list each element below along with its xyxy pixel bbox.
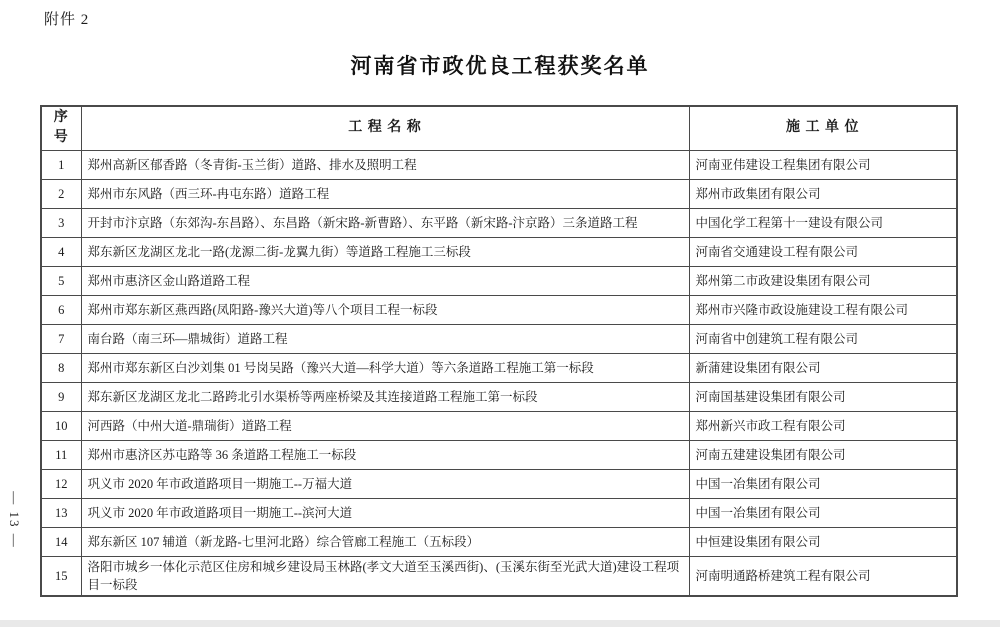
row-number-cell: 3 <box>41 208 81 237</box>
company-cell: 河南省交通建设工程有限公司 <box>689 237 957 266</box>
table-row <box>41 382 957 411</box>
col-header-project: 工 程 名 称 <box>81 106 689 150</box>
attachment-label: 附件 2 <box>44 12 90 28</box>
table-row <box>41 237 957 266</box>
row-number-cell: 9 <box>41 382 81 411</box>
company-cell: 郑州市兴隆市政设施建设工程有限公司 <box>689 295 957 324</box>
project-name-cell: 郑东新区龙湖区龙北一路(龙源二街-龙翼九街）等道路工程施工三标段 <box>81 237 689 266</box>
row-number-cell: 12 <box>41 469 81 498</box>
project-name-cell: 郑州市东风路（西三环-冉屯东路）道路工程 <box>81 179 689 208</box>
row-number-cell: 11 <box>41 440 81 469</box>
table-row <box>41 208 957 237</box>
company-cell: 新蒲建设集团有限公司 <box>689 353 957 382</box>
table-row <box>41 266 957 295</box>
row-number-cell: 7 <box>41 324 81 353</box>
project-name-cell: 郑东新区龙湖区龙北二路跨北引水渠桥等两座桥梁及其连接道路工程施工第一标段 <box>81 382 689 411</box>
table-row <box>41 440 957 469</box>
project-name-cell: 郑州市惠济区金山路道路工程 <box>81 266 689 295</box>
row-number-cell: 8 <box>41 353 81 382</box>
table-row <box>41 498 957 527</box>
company-cell: 郑州市政集团有限公司 <box>689 179 957 208</box>
project-name-cell: 郑州市郑东新区燕西路(凤阳路-豫兴大道)等八个项目工程一标段 <box>81 295 689 324</box>
company-cell: 河南省中创建筑工程有限公司 <box>689 324 957 353</box>
table-row <box>41 527 957 556</box>
company-cell: 中国化学工程第十一建设有限公司 <box>689 208 957 237</box>
table-header-row <box>41 106 957 150</box>
table-row <box>41 353 957 382</box>
project-name-cell: 郑州市惠济区苏屯路等 36 条道路工程施工一标段 <box>81 440 689 469</box>
project-name-cell: 巩义市 2020 年市政道路项目一期施工--万福大道 <box>81 469 689 498</box>
project-name-cell: 洛阳市城乡一体化示范区住房和城乡建设局玉林路(孝文大道至玉溪西街)、(玉溪东街至光武大道)建设工程项目一标段 <box>81 556 689 596</box>
company-cell: 中国一冶集团有限公司 <box>689 498 957 527</box>
table-row <box>41 556 957 596</box>
row-number-cell: 1 <box>41 150 81 179</box>
table-row <box>41 295 957 324</box>
table-row <box>41 179 957 208</box>
company-cell: 河南五建建设集团有限公司 <box>689 440 957 469</box>
project-name-cell: 巩义市 2020 年市政道路项目一期施工--滨河大道 <box>81 498 689 527</box>
awards-table-body <box>41 150 957 596</box>
project-name-cell: 郑州高新区郁香路（冬青街-玉兰街）道路、排水及照明工程 <box>81 150 689 179</box>
table-row <box>41 324 957 353</box>
awards-table <box>40 105 958 597</box>
row-number-cell: 13 <box>41 498 81 527</box>
row-number-cell: 14 <box>41 527 81 556</box>
company-cell: 中恒建设集团有限公司 <box>689 527 957 556</box>
page-title: 河南省市政优良工程获奖名单 <box>350 54 650 78</box>
project-name-cell: 郑州市郑东新区白沙刘集 01 号岗吴路（豫兴大道—科学大道）等六条道路工程施工第一标段 <box>81 353 689 382</box>
project-name-cell: 南台路（南三环—鼎城街）道路工程 <box>81 324 689 353</box>
col-header-company: 施 工 单 位 <box>689 106 957 150</box>
table-row <box>41 411 957 440</box>
row-number-cell: 4 <box>41 237 81 266</box>
table-row <box>41 469 957 498</box>
company-cell: 中国一冶集团有限公司 <box>689 469 957 498</box>
row-number-cell: 5 <box>41 266 81 295</box>
project-name-cell: 开封市汴京路（东郊沟-东昌路）、东昌路（新宋路-新曹路）、东平路（新宋路-汴京路）三条道路工程 <box>81 208 689 237</box>
company-cell: 河南国基建设集团有限公司 <box>689 382 957 411</box>
table-row <box>41 150 957 179</box>
page-number: — 13 — <box>7 491 22 549</box>
project-name-cell: 郑东新区 107 辅道（新龙路-七里河北路）综合管廊工程施工（五标段） <box>81 527 689 556</box>
company-cell: 河南明通路桥建筑工程有限公司 <box>689 556 957 596</box>
company-cell: 河南亚伟建设工程集团有限公司 <box>689 150 957 179</box>
row-number-cell: 2 <box>41 179 81 208</box>
col-header-no: 序号 <box>41 106 81 150</box>
company-cell: 郑州新兴市政工程有限公司 <box>689 411 957 440</box>
row-number-cell: 15 <box>41 556 81 596</box>
row-number-cell: 10 <box>41 411 81 440</box>
company-cell: 郑州第二市政建设集团有限公司 <box>689 266 957 295</box>
row-number-cell: 6 <box>41 295 81 324</box>
project-name-cell: 河西路（中州大道-鼎瑞街）道路工程 <box>81 411 689 440</box>
